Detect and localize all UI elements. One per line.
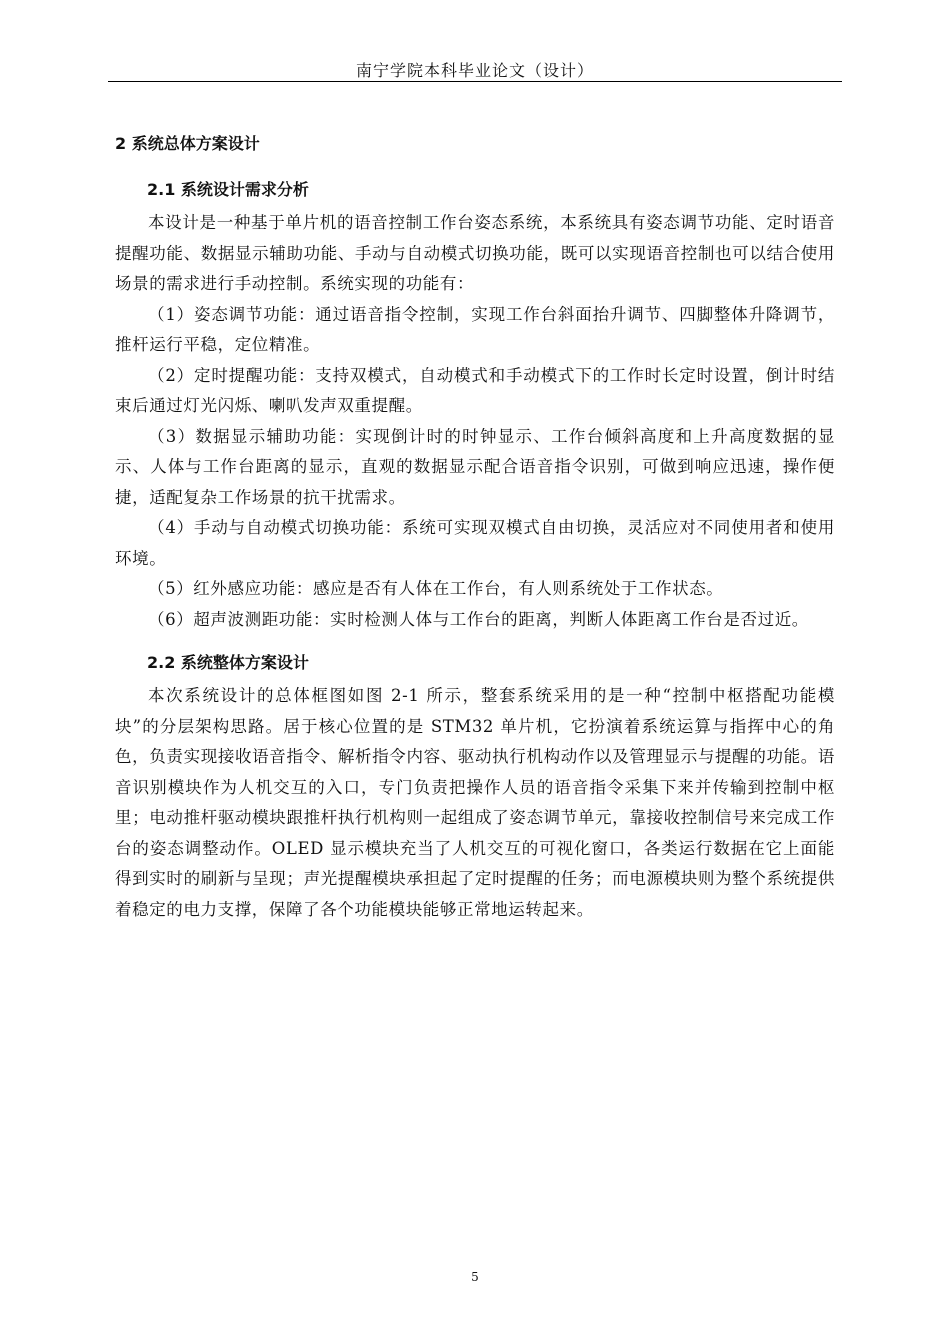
- list-item: （6）超声波测距功能：实时检测人体与工作台的距离，判断人体距离工作台是否过近。: [148, 609, 809, 629]
- list-item: （3）数据显示辅助功能：实现倒计时的时钟显示、工作台倾斜高度和上升高度数据的显示、人体与工作台距离的显示，直观的数据显示配合语音指令识别，可做到响应迅速，操作便捷，适配复杂工作场景的抗干扰需求。: [115, 426, 835, 507]
- paragraph: 本设计是一种基于单片机的语音控制工作台姿态系统，本系统具有姿态调节功能、定时语音提醒功能、数据显示辅助功能、手动与自动模式切换功能，既可以实现语音控制也可以结合使用场景的需求进行手动控制。系统实现的功能有：: [115, 213, 835, 293]
- page-header: 南宁学院本科毕业论文（设计）: [355, 61, 594, 80]
- header-rule: [108, 81, 842, 82]
- list-item: （4）手动与自动模式切换功能：系统可实现双模式自由切换，灵活应对不同使用者和使用环境。: [115, 518, 835, 568]
- paragraph: 本次系统设计的总体框图如图 2-1 所示，整套系统采用的是一种“控制中枢搭配功能模块”的分层架构思路。居于核心位置的是 STM32 单片机，它扮演着系统运算与指挥中心的角色，负责实现接收语音指令、解析指令内容、驱动执行机构动作以及管理显示与提醒的功能。语音识别模块作为人机交互的入口，专门负责把操作人员的语音指令采集下来并传输到控制中枢里；电动推杆驱动模块跟推杆执行机构则一起组成了姿态调节单元，靠接收控制信号来完成工作台的姿态调整动作。OLED 显示模块充当了人机交互的可视化窗口，各类运行数据在它上面能得到实时的刷新与呈现；声光提醒模块承担起了定时提醒的任务；而电源模块则为整个系统提供着稳定的电力支撑，保障了各个功能模块能够正常地运转起来。: [115, 686, 835, 919]
- list-item: （2）定时提醒功能：支持双模式，自动模式和手动模式下的工作时长定时设置，倒计时结束后通过灯光闪烁、喇叭发声双重提醒。: [115, 365, 835, 415]
- subsection-heading-2-2: 2.2 系统整体方案设计: [147, 653, 309, 672]
- subsection-heading-2-1: 2.1 系统设计需求分析: [147, 180, 309, 199]
- document-body: [115, 128, 835, 925]
- list-item: （1）姿态调节功能：通过语音指令控制，实现工作台斜面抬升调节、四脚整体升降调节，推杆运行平稳，定位精准。: [115, 304, 835, 354]
- page-number: 5: [471, 1270, 479, 1284]
- section-heading: 2 系统总体方案设计: [115, 134, 260, 153]
- list-item: （5）红外感应功能：感应是否有人体在工作台，有人则系统处于工作状态。: [148, 579, 724, 598]
